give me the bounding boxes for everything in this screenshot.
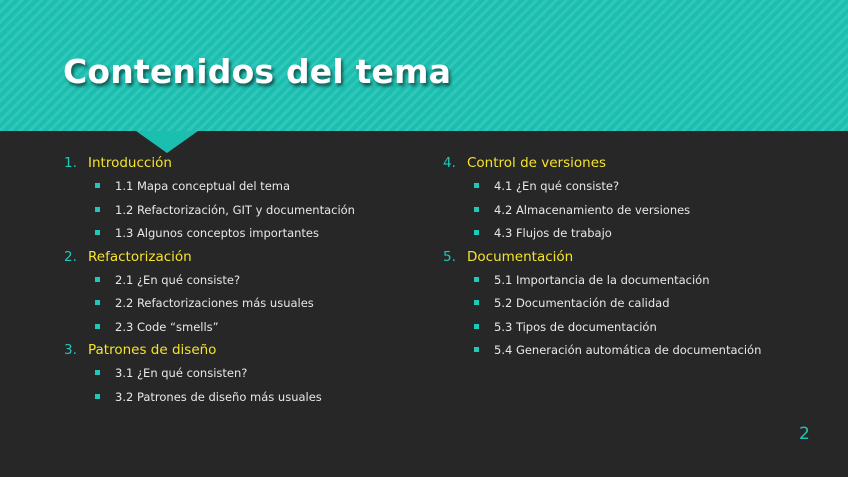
list-item [64,175,355,199]
list-item-label: 5.1 Importancia de la documentación [494,272,710,287]
bullet-icon [95,300,100,305]
list-item-label: 1.2 Refactorización, GIT y documentación [115,202,355,217]
bullet-icon [474,347,479,352]
section-label: Refactorización [88,248,192,265]
list-item [443,292,761,316]
list-item-label: 3.1 ¿En qué consisten? [115,366,248,380]
bullet-icon [474,324,479,329]
list-item [443,222,761,246]
list-item-label: 1.3 Algunos conceptos importantes [115,226,319,240]
list-item-label: 2.1 ¿En qué consiste? [115,272,241,287]
section-heading [64,339,355,362]
section-number: 3. [64,342,77,358]
section-3 [64,339,355,409]
list-item [443,316,761,340]
section-heading [64,152,355,175]
left-column [64,152,355,409]
slide-title: Contenidos del tema [63,52,452,91]
bullet-icon [95,183,100,188]
list-item-label: 4.2 Almacenamiento de versiones [494,202,691,217]
section-5 [443,246,761,363]
list-item-label: 5.2 Documentación de calidad [494,296,670,310]
bullet-icon [95,207,100,212]
list-item-label: 5.4 Generación automática de documentación [494,343,762,357]
section-2 [64,246,355,340]
list-item [64,362,355,386]
section-number: 5. [443,248,456,265]
section-1 [64,152,355,246]
list-item [443,175,761,199]
section-number: 2. [64,248,77,265]
bullet-icon [474,277,479,282]
bullet-icon [474,230,479,235]
bullet-icon [95,370,100,375]
list-item [64,199,355,223]
list-item [64,292,355,316]
section-number: 1. [64,155,77,171]
section-heading [64,246,355,269]
list-item [64,316,355,340]
bullet-icon [474,207,479,212]
bullet-icon [474,300,479,305]
list-item-label: 1.1 Mapa conceptual del tema [115,179,291,193]
section-heading [443,152,761,175]
section-number: 4. [443,155,456,171]
list-item-label: 2.2 Refactorizaciones más usuales [115,296,314,310]
section-label: Introducción [88,155,172,171]
list-item-label: 2.3 Code “smells” [115,319,219,334]
list-item [443,339,761,363]
page-number: 2 [799,424,810,444]
section-label: Documentación [467,248,574,265]
banner-notch [136,131,198,153]
list-item-label: 4.3 Flujos de trabajo [494,226,612,240]
list-item-label: 3.2 Patrones de diseño más usuales [115,389,322,404]
section-label: Patrones de diseño [88,342,217,358]
bullet-icon [95,230,100,235]
list-item-label: 4.1 ¿En qué consiste? [494,179,620,193]
bullet-icon [95,324,100,329]
list-item [443,269,761,293]
section-4 [443,152,761,246]
list-item-label: 5.3 Tipos de documentación [494,319,657,334]
list-item [443,199,761,223]
bullet-icon [474,183,479,188]
bullet-icon [95,394,100,399]
list-item [64,269,355,293]
section-heading [443,246,761,269]
right-column [443,152,761,363]
bullet-icon [95,277,100,282]
section-label: Control de versiones [467,155,607,171]
list-item [64,222,355,246]
list-item [64,386,355,410]
